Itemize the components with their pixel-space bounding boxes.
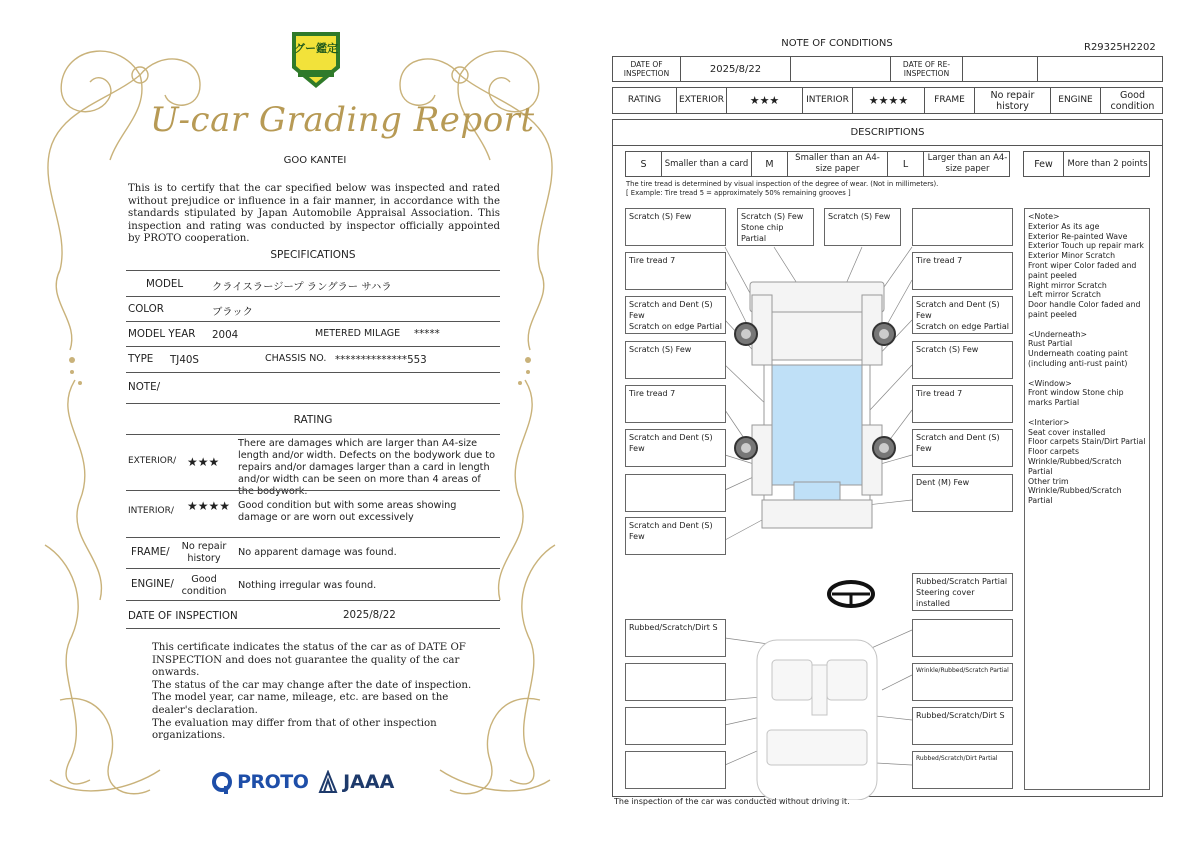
exterior-label: EXTERIOR <box>677 88 727 113</box>
ext-box-9: Scratch (S) Few <box>625 341 726 379</box>
steering-wheel-icon <box>829 582 873 606</box>
legend-few: Few <box>1024 152 1064 176</box>
reinspection-value <box>963 57 1038 81</box>
blank-cell <box>791 57 891 81</box>
ext-box-6: Tire tread 7 <box>912 252 1013 290</box>
engine-label: ENGINE <box>1051 88 1101 113</box>
ext-box-16: Dent (M) Few <box>912 474 1013 512</box>
int-box-8 <box>625 751 726 789</box>
int-box-6 <box>625 707 726 745</box>
interior-description: Good condition but with some areas showing damage or are worn out excessively <box>238 500 457 523</box>
date-reinspection-label: DATE OF RE-INSPECTION <box>891 57 963 81</box>
int-box-1: Rubbed/Scratch Partial Steering cover installed <box>912 573 1013 611</box>
descriptions-heading: DESCRIPTIONS <box>613 120 1162 146</box>
legend-l-desc: Larger than an A4-size paper <box>927 153 1008 174</box>
ext-box-8: Scratch and Dent (S) Few Scratch on edge Partial <box>912 296 1013 334</box>
interior-stars: ★★★★ <box>853 88 925 113</box>
date-row <box>612 56 1163 82</box>
legend-l: L <box>888 152 924 176</box>
goo-kantei-badge <box>288 30 344 90</box>
engine-description: Nothing irregular was found. <box>238 580 377 591</box>
notes-panel: <Note> Exterior As its age Exterior Re-painted Wave Exterior Touch up repair mark Exterior Minor Scratch Front wiper Color faded and paint peeled Right mirror Scratch Left mirror Scratch Door handle Color faded and paint peeled <Underneath> Rust Partial Underneath coating paint (including anti-rust paint) <Window> Front window Stone chip marks Partial <Interior> Seat cover installed Floor carpets Stain/Dirt Partial Floor carpets Wrinkle/Rubbed/Scratch Partial Other trim Wrinkle/Rubbed/Scratch Partial <box>1024 208 1150 790</box>
proto-logo-text: PROTO <box>237 771 309 793</box>
model-year-label: MODEL YEAR <box>128 328 196 340</box>
color-value: ブラック <box>212 306 253 318</box>
ext-box-12: Tire tread 7 <box>912 385 1013 423</box>
interior-label: INTERIOR <box>803 88 853 113</box>
date-inspection-label: DATE OF INSPECTION <box>613 57 681 81</box>
model-year-value: 2004 <box>212 329 239 341</box>
certificate-subtitle: GOO KANTEI <box>283 155 347 166</box>
engine-label: ENGINE/ <box>131 578 174 590</box>
int-box-4 <box>625 663 726 701</box>
badge-text: グー鑑定 <box>294 42 338 55</box>
int-box-7: Rubbed/Scratch/Dirt S <box>912 707 1013 745</box>
mileage-label: METERED MILAGE <box>315 328 401 339</box>
frame-label: FRAME <box>925 88 975 113</box>
tire-note-2: [ Example: Tire tread 5 = approximately 50% remaining grooves ] <box>626 189 851 197</box>
frame-label: FRAME/ <box>131 546 170 558</box>
few-legend <box>1023 151 1150 177</box>
type-value: TJ40S <box>170 354 199 366</box>
ext-box-11: Tire tread 7 <box>625 385 726 423</box>
certificate-footer: This certificate indicates the status of the car as of DATE OF INSPECTION and does not guarantee the quality of the car onwards. The status of the car may change after the date of inspection. The model year, car name, mileage, etc. are based on the dealer's declaration. The evaluation may differ from that of other inspection organizations. <box>152 642 472 742</box>
ext-box-10: Scratch (S) Few <box>912 341 1013 379</box>
chassis-label: CHASSIS NO. <box>265 353 327 364</box>
ext-box-4 <box>912 208 1013 246</box>
ext-box-7: Scratch and Dent (S) Few Scratch on edge Partial <box>625 296 726 334</box>
frame-value: No repair history <box>181 541 227 564</box>
inspection-date-label: DATE OF INSPECTION <box>128 610 238 622</box>
engine-value: Good condition <box>1110 89 1155 112</box>
size-legend <box>625 151 1010 177</box>
certificate-title: U-car Grading Report <box>150 100 535 140</box>
specifications-heading: SPECIFICATIONS <box>270 249 356 261</box>
ext-box-13: Scratch and Dent (S) Few <box>625 429 726 467</box>
color-label: COLOR <box>128 303 164 315</box>
certificate-intro: This is to certify that the car specified below was inspected and rated without prejudice or influence in a fair manner, in accordance with the standards stipulated by Japan Automobile Appraisal Association. This inspection and rating was conducted by inspector officially appointed by PROTO cooperation. <box>128 183 500 245</box>
note-label: NOTE/ <box>128 381 161 393</box>
rating-heading: RATING <box>293 414 333 426</box>
frame-description: No apparent damage was found. <box>238 547 397 558</box>
date-inspection-value: 2025/8/22 <box>681 57 791 81</box>
model-label: MODEL <box>146 278 184 290</box>
legend-s-desc: Smaller than a card <box>662 152 752 176</box>
legend-s: S <box>626 152 662 176</box>
exterior-label: EXTERIOR/ <box>128 456 177 466</box>
interior-stars: ★★★★ <box>187 499 231 513</box>
type-label: TYPE <box>128 353 154 365</box>
ext-box-17: Scratch and Dent (S) Few <box>625 517 726 555</box>
jaaa-logo <box>318 770 394 794</box>
exterior-stars: ★★★ <box>187 455 220 469</box>
interior-label: INTERIOR/ <box>128 506 174 516</box>
int-box-9: Rubbed/Scratch/Dirt Partial <box>912 751 1013 789</box>
int-box-5: Wrinkle/Rubbed/Scratch Partial <box>912 663 1013 701</box>
ext-box-15 <box>625 474 726 512</box>
rating-label: RATING <box>613 88 677 113</box>
inspection-date-value: 2025/8/22 <box>343 609 396 621</box>
engine-value: Good condition <box>181 574 227 597</box>
legend-m-desc: Smaller than an A4-size paper <box>788 152 888 176</box>
bottom-note: The inspection of the car was conducted without driving it. <box>614 797 850 806</box>
exterior-description: There are damages which are larger than A4-size length and/or width. Defects on the bodywork due to repairs and/or damages larger than a card in length and/or width can be seen on more than 4 areas of the bodywork. <box>238 438 495 497</box>
chassis-value: **************553 <box>335 354 427 366</box>
proto-logo <box>212 770 308 794</box>
int-box-2: Rubbed/Scratch/Dirt S <box>625 619 726 657</box>
mileage-value: ***** <box>414 328 440 340</box>
ext-box-14: Scratch and Dent (S) Few <box>912 429 1013 467</box>
legend-few-desc: More than 2 points <box>1067 158 1148 169</box>
ext-box-2: Scratch (S) Few Stone chip Partial <box>737 208 814 246</box>
blank-cell <box>1038 57 1164 81</box>
legend-m: M <box>752 152 788 176</box>
rating-row <box>612 87 1163 114</box>
conditions-heading: NOTE OF CONDITIONS <box>781 38 893 49</box>
int-box-3 <box>912 619 1013 657</box>
frame-value: No repair history <box>975 88 1051 113</box>
ext-box-3: Scratch (S) Few <box>824 208 901 246</box>
tire-note-1: The tire tread is determined by visual inspection of the degree of wear. (Not in millimeters). <box>626 180 939 188</box>
reference-number: R29325H2202 <box>1084 42 1156 53</box>
model-value: クライスラージープ ラングラー サハラ <box>212 281 392 293</box>
note-of-conditions <box>612 0 1164 848</box>
exterior-stars: ★★★ <box>727 88 803 113</box>
ext-box-1: Scratch (S) Few <box>625 208 726 246</box>
ext-box-5: Tire tread 7 <box>625 252 726 290</box>
jaaa-logo-text: JAAA <box>343 771 395 793</box>
